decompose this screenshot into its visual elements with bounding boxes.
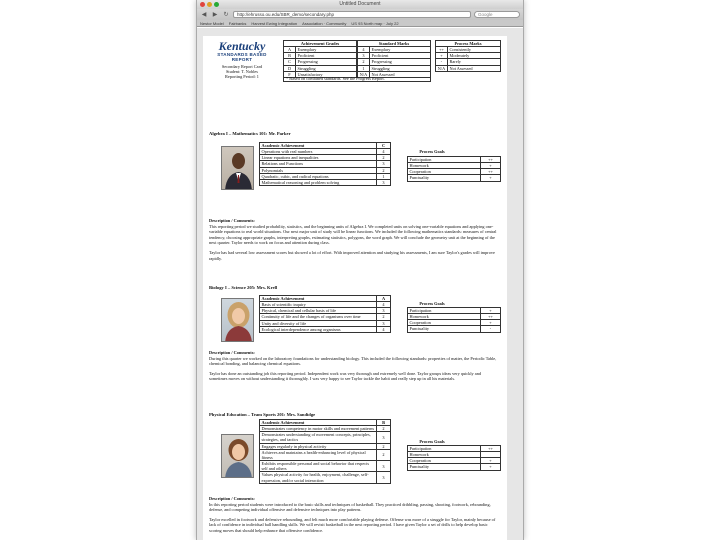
- standard-row: [260, 179, 391, 185]
- process-row-cell: +: [481, 308, 501, 314]
- process-row-cell: +: [481, 464, 501, 470]
- back-icon[interactable]: ◀: [201, 12, 207, 18]
- standard-key-row-cell: N/A: [358, 71, 370, 77]
- process-goals-label: Process Goals: [419, 301, 445, 306]
- standard-row-cell: 3: [377, 161, 391, 167]
- standard-row-cell: 3: [377, 308, 391, 314]
- section-title: Physical Education – Team Sports 201: Mrs. Sandidge: [209, 412, 316, 417]
- standard-row-cell: Operations with real numbers: [260, 149, 377, 155]
- standard-row: [260, 472, 391, 483]
- achievement-key-row-cell: A: [284, 47, 296, 53]
- achievement-key-row-cell: Exemplary: [296, 47, 357, 53]
- standard-row-cell: 2: [377, 449, 391, 460]
- section-title: Algebra I – Mathematics 101: Mr. Parker: [209, 131, 291, 136]
- achievement-key-row-cell: Progressing: [296, 59, 357, 65]
- teacher-photo: [221, 146, 254, 190]
- standard-row-cell: Exhibits responsible personal and social behavior that respects self and others: [260, 461, 377, 472]
- process-key-row-cell: Moderately: [448, 53, 501, 59]
- process-row-cell: ++: [481, 169, 501, 175]
- standard-row-cell: Quadratic, cubic, and radical equations: [260, 173, 377, 179]
- process-key: Process Marks ++ Consistently + Moderately - Rarely N/A Not Assessed: [435, 40, 501, 72]
- process-goals-label: Process Goals: [419, 149, 445, 154]
- process-row-cell: Cooperation: [408, 320, 481, 326]
- standard-row-cell: Demonstrates understanding of movement concepts, principles, strategies, and tactics: [260, 432, 377, 443]
- achievement-key-row-cell: Proficient: [296, 53, 357, 59]
- process-row-cell: Punctuality: [408, 175, 481, 181]
- process-key-row-cell: Rarely: [448, 59, 501, 65]
- process-goals-label: Process Goals: [419, 439, 445, 444]
- process-row-cell: Homework: [408, 314, 481, 320]
- process-row-cell: ++: [481, 446, 501, 452]
- standard-row: [260, 326, 391, 332]
- process-table: [407, 307, 501, 333]
- achievement-key: Achievement Grades A Exemplary B Proficient C Progressing D Struggling F Unsatisfactory: [283, 40, 357, 78]
- teacher-photo: [221, 434, 254, 478]
- standard-row-cell: 4: [377, 302, 391, 308]
- process-row-cell: Participation: [408, 446, 481, 452]
- process-row-cell: +: [481, 458, 501, 464]
- report-card-document: [203, 36, 507, 540]
- achievement-key-row-cell: D: [284, 65, 296, 71]
- standard-key-row-cell: 1: [358, 65, 370, 71]
- standard-row-cell: Demonstrates competency in motor skills and movement patterns: [260, 426, 377, 432]
- standard-row-cell: 3: [377, 461, 391, 472]
- standard-row-cell: Continuity of life and the changes of organisms over time: [260, 314, 377, 320]
- process-table: [407, 156, 501, 182]
- process-row-cell: Homework: [408, 452, 481, 458]
- standard-row-cell: 2: [377, 443, 391, 449]
- standard-row-cell: Polynomials: [260, 167, 377, 173]
- standard-row-cell: 4: [377, 326, 391, 332]
- process-row-cell: ++: [481, 157, 501, 163]
- bookmarks-bar: [197, 20, 523, 27]
- standard-key-row-cell: Not Assessed: [370, 71, 431, 77]
- academic-table: Academic Achievement A Basis of scientific inquiry 4 Physical, chemical and cellular basis of life 3 Continuity of life and the changes of organisms over time 2 Unity and diversity of life 3 Ecological interdependence among organisms 4: [259, 295, 391, 333]
- standard-key-row-cell: 2: [358, 59, 370, 65]
- bookmark-item[interactable]: Association · Community: [302, 21, 347, 26]
- forward-icon[interactable]: ▶: [212, 12, 218, 18]
- standard-row-cell: Ecological interdependence among organisms: [260, 326, 377, 332]
- standard-row-cell: 1: [377, 173, 391, 179]
- achievement-key-row-cell: C: [284, 59, 296, 65]
- page-viewport: [197, 28, 523, 540]
- process-row-cell: +: [481, 175, 501, 181]
- standard-key-row-cell: 4: [358, 47, 370, 53]
- standard-row-cell: 4: [377, 149, 391, 155]
- academic-table: Academic Achievement C Operations with real numbers 4 Linear equations and inequalities 2 Relations and Functions 3 Polynomials 2 Quadratic, cubic, and radical equations 1 Mathematical reasoning and problem solving 3: [259, 142, 391, 186]
- standard-row-cell: Relations and Functions: [260, 161, 377, 167]
- section-title: Biology I – Science 205: Mrs. Krell: [209, 285, 278, 290]
- standard-key-row-cell: Proficient: [370, 53, 431, 59]
- process-row-cell: -: [481, 326, 501, 332]
- browser-window: [196, 0, 524, 540]
- toolbar: [197, 9, 523, 20]
- process-row-cell: Punctuality: [408, 326, 481, 332]
- process-row: [408, 175, 501, 181]
- standard-row-cell: Achieves and maintains a health-enhancing level of physical fitness: [260, 449, 377, 460]
- process-row-cell: +: [481, 163, 501, 169]
- process-row: [408, 464, 501, 470]
- process-row-cell: Participation: [408, 157, 481, 163]
- process-row-cell: Homework: [408, 163, 481, 169]
- standard-row-cell: 3: [377, 472, 391, 483]
- standard-row: [260, 426, 391, 432]
- minimize-button[interactable]: [207, 2, 212, 7]
- standard-row-cell: Physical, chemical and cellular basis of life: [260, 308, 377, 314]
- title-bar: [197, 0, 523, 9]
- kentucky-logo: Kentucky STANDARDS BASED REPORT Secondary Report Card Student: T. Nobles Reporting Period: 1: [213, 40, 271, 80]
- process-key-row-cell: Not Assessed: [448, 65, 501, 71]
- process-row-cell: Participation: [408, 308, 481, 314]
- reload-icon[interactable]: ↻: [223, 12, 229, 18]
- bookmark-item[interactable]: Fairbanks: [228, 21, 247, 26]
- standard-row-cell: Unity and diversity of life: [260, 320, 377, 326]
- process-key-row-cell: +: [436, 53, 448, 59]
- process-key-row: [436, 65, 501, 71]
- standard-row: [260, 432, 391, 443]
- academic-table: Academic Achievement B Demonstrates competency in motor skills and movement patterns 2 Demonstrates understanding of movement concepts, principles, strategies, and tactics 3 Engages regularly in physical activity 2 Achieves and maintains a health-enhancing level of physical fitness 2 Exhibits responsible personal and social behavior that respects self and others 3 Values physical activity for health, enjoyment, challenge, self-expression, and/or social interaction 3: [259, 419, 391, 484]
- process-row-cell: +: [481, 320, 501, 326]
- process-key-row-cell: Consistently: [448, 47, 501, 53]
- standard-row-cell: 2: [377, 167, 391, 173]
- standard-row-cell: 3: [377, 320, 391, 326]
- achievement-key-row-cell: Struggling: [296, 65, 357, 71]
- close-button[interactable]: [200, 2, 205, 7]
- standard-key-row-cell: Exemplary: [370, 47, 431, 53]
- zoom-button[interactable]: [214, 2, 219, 7]
- process-row: [408, 326, 501, 332]
- address-bar[interactable]: http://ehrusso.ou.edu/SBR_demo/secondary.php: [233, 11, 471, 18]
- bookmark-item[interactable]: Nestor Model: [200, 21, 224, 26]
- process-table: [407, 445, 501, 471]
- standard-row: [260, 461, 391, 472]
- search-field[interactable]: Google: [474, 11, 520, 18]
- bookmark-item[interactable]: Harvest Ewing Integration: [251, 21, 298, 26]
- standard-key: Standard Marks 4 Exemplary 3 Proficient 2 Progressing 1 Struggling N/A Not Assessed: [357, 40, 431, 78]
- standard-row-cell: Engages regularly in physical activity: [260, 443, 377, 449]
- standard-row-cell: 2: [377, 314, 391, 320]
- achievement-key-row-cell: Unsatisfactory: [296, 71, 357, 77]
- achievement-key-row-cell: F: [284, 71, 296, 77]
- achievement-key-row-cell: B: [284, 53, 296, 59]
- process-row-cell: Punctuality: [408, 464, 481, 470]
- comments: Description / Comments: During this quarter we worked on the laboratory foundations for understanding biology. This included the following standards: properties of matter, the Periodic Table, chemical bonding, and balancing chemical equations. Taylor has done an outstanding job this reporting period. Independent work was very thorough and extremely well done. Taylor groups ideas very quickly and sometimes moves on without understanding it thoroughly. I was very happy to see Taylor tackle the habit and really step up in all his materials.: [209, 350, 497, 382]
- standard-row-cell: 2: [377, 426, 391, 432]
- process-key-row-cell: -: [436, 59, 448, 65]
- comments: Description / Comments: In this reporting period students were introduced to the basic skills and techniques of basketball. They practiced dribbling, passing, shooting, footwork, rebounding, defense, and competing individual offensive and defensive techniques into play patterns. Taylor excelled in footwork and defensive rebounding, and felt much more comfortable playing defense. Offense was more of a struggle for Taylor, mainly because of lack of confidence in individual ball handling skills. We will revisit basketball in the next reporting period. I have given Taylor a set of drills to help develop basic scoring moves that should help enhance that offensive confidence.: [209, 496, 496, 533]
- standard-row-cell: Basis of scientific inquiry: [260, 302, 377, 308]
- standard-row-cell: Linear equations and inequalities: [260, 155, 377, 161]
- standard-row: [260, 449, 391, 460]
- standard-row-cell: Values physical activity for health, enjoyment, challenge, self-expression, and/or social interaction: [260, 472, 377, 483]
- process-key-row-cell: N/A: [436, 65, 448, 71]
- standard-row-cell: Mathematical reasoning and problem solving: [260, 179, 377, 185]
- comments: Description / Comments: This reporting period we studied probability, statistics, and the beginning units of Algebra I. We completed units on solving one-variable equations and applying one-variable equations to real world situations. Our next major unit of study will be linear functions. We included the following mathematics standards: measures of central tendency, choosing appropriate graphs, interpreting graphs, estimating statistics, polygons, the word graph. We will conclude the geometry unit at the beginning of the next quarter. Taylor needs to work on focus and attention during class. Taylor has had several low assessment scores but showed a lot of effort. With improved attention and studying his assessments, I am sure Taylor's grades will improve rapidly.: [209, 218, 497, 261]
- process-row-cell: ++: [481, 314, 501, 320]
- key-note: * Based on combined standards. See the Progress Report.: [283, 76, 431, 82]
- bookmark-item[interactable]: US 93 North map · July 22: [351, 21, 399, 26]
- process-row-cell: Cooperation: [408, 169, 481, 175]
- standard-key-row-cell: Struggling: [370, 65, 431, 71]
- process-row-cell: Cooperation: [408, 458, 481, 464]
- process-key-row-cell: ++: [436, 47, 448, 53]
- standard-row-cell: 3: [377, 179, 391, 185]
- reporting-period: Reporting Period: 1: [225, 74, 259, 80]
- standard-row-cell: 3: [377, 432, 391, 443]
- card-type: Secondary Report Card: [221, 64, 263, 69]
- standard-key-row-cell: Progressing: [370, 59, 431, 65]
- student-name: Student: T. Nobles: [226, 69, 258, 75]
- teacher-photo: [221, 298, 254, 342]
- standard-key-row-cell: 3: [358, 53, 370, 59]
- standard-row-cell: 2: [377, 155, 391, 161]
- window-title: Untitled Document: [339, 1, 381, 7]
